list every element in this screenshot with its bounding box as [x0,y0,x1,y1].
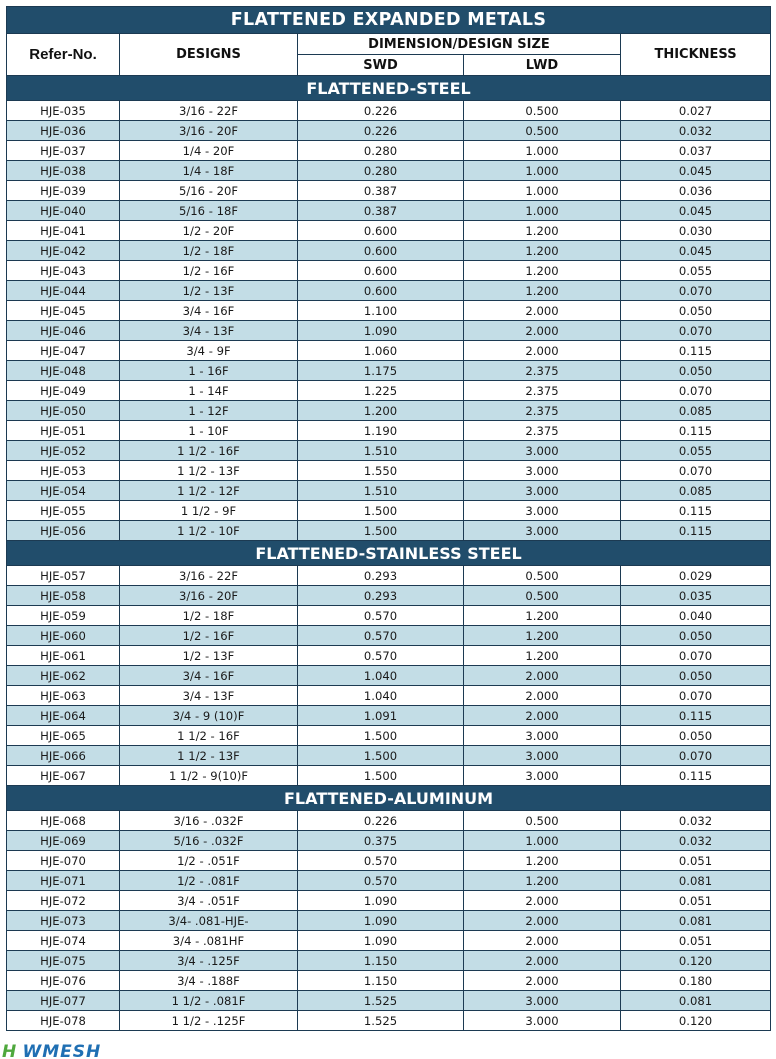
cell-refer-no: HJE-043 [7,261,120,281]
cell-refer-no: HJE-039 [7,181,120,201]
cell-design: 3/16 - 22F [120,566,298,586]
cell-thickness: 0.030 [621,221,771,241]
cell-refer-no: HJE-070 [7,851,120,871]
cell-refer-no: HJE-062 [7,666,120,686]
table-row [7,891,771,911]
cell-design: 3/16 - 22F [120,101,298,121]
cell-design: 1/2 - 13F [120,646,298,666]
cell-lwd: 1.200 [464,241,621,261]
cell-swd: 1.510 [298,481,464,501]
cell-thickness: 0.081 [621,871,771,891]
cell-lwd: 3.000 [464,991,621,1011]
cell-refer-no: HJE-058 [7,586,120,606]
cell-swd: 0.600 [298,221,464,241]
table-row [7,626,771,646]
cell-swd: 1.175 [298,361,464,381]
cell-design: 3/4 - .051F [120,891,298,911]
table-row [7,686,771,706]
cell-swd: 1.500 [298,746,464,766]
cell-swd: 1.525 [298,991,464,1011]
cell-thickness: 0.115 [621,341,771,361]
cell-thickness: 0.070 [621,321,771,341]
cell-lwd: 3.000 [464,501,621,521]
cell-thickness: 0.115 [621,706,771,726]
cell-swd: 1.500 [298,726,464,746]
table-row [7,321,771,341]
table-row [7,201,771,221]
cell-design: 1/2 - 18F [120,606,298,626]
header-row [7,34,771,55]
cell-refer-no: HJE-050 [7,401,120,421]
cell-lwd: 3.000 [464,746,621,766]
cell-design: 1 1/2 - 9(10)F [120,766,298,786]
cell-design: 3/4 - 13F [120,321,298,341]
cell-swd: 0.387 [298,181,464,201]
cell-thickness: 0.115 [621,766,771,786]
cell-swd: 0.226 [298,811,464,831]
cell-refer-no: HJE-075 [7,951,120,971]
cell-thickness: 0.045 [621,161,771,181]
cell-design: 3/4 - 9 (10)F [120,706,298,726]
cell-refer-no: HJE-066 [7,746,120,766]
cell-design: 1 1/2 - 9F [120,501,298,521]
cell-thickness: 0.120 [621,1011,771,1031]
cell-lwd: 0.500 [464,566,621,586]
table-row [7,606,771,626]
cell-design: 1/4 - 20F [120,141,298,161]
cell-thickness: 0.029 [621,566,771,586]
cell-thickness: 0.115 [621,501,771,521]
cell-lwd: 1.200 [464,221,621,241]
cell-thickness: 0.070 [621,686,771,706]
cell-lwd: 3.000 [464,1011,621,1031]
cell-design: 1/2 - 20F [120,221,298,241]
cell-design: 1 1/2 - 16F [120,441,298,461]
header-thickness: THICKNESS [621,34,771,76]
cell-lwd: 2.000 [464,666,621,686]
cell-design: 3/4 - 16F [120,666,298,686]
cell-swd: 1.090 [298,891,464,911]
cell-design: 5/16 - .032F [120,831,298,851]
cell-lwd: 3.000 [464,461,621,481]
table-row [7,991,771,1011]
table-row [7,121,771,141]
cell-swd: 1.500 [298,501,464,521]
table-row [7,971,771,991]
cell-lwd: 1.200 [464,626,621,646]
cell-thickness: 0.050 [621,726,771,746]
cell-refer-no: HJE-045 [7,301,120,321]
cell-lwd: 1.000 [464,161,621,181]
cell-swd: 1.510 [298,441,464,461]
cell-lwd: 1.000 [464,141,621,161]
table-row [7,586,771,606]
cell-lwd: 2.000 [464,301,621,321]
cell-thickness: 0.085 [621,481,771,501]
cell-thickness: 0.085 [621,401,771,421]
cell-swd: 0.570 [298,626,464,646]
cell-refer-no: HJE-040 [7,201,120,221]
table-row [7,706,771,726]
cell-lwd: 1.000 [464,181,621,201]
cell-swd: 0.600 [298,281,464,301]
cell-swd: 1.190 [298,421,464,441]
cell-refer-no: HJE-059 [7,606,120,626]
table-row [7,281,771,301]
cell-lwd: 2.000 [464,706,621,726]
cell-design: 3/4 - 9F [120,341,298,361]
table-row [7,666,771,686]
cell-thickness: 0.055 [621,261,771,281]
cell-thickness: 0.055 [621,441,771,461]
cell-design: 1 1/2 - 10F [120,521,298,541]
cell-swd: 1.550 [298,461,464,481]
cell-design: 1/2 - .081F [120,871,298,891]
cell-thickness: 0.050 [621,626,771,646]
cell-design: 1 1/2 - 12F [120,481,298,501]
cell-refer-no: HJE-036 [7,121,120,141]
cell-thickness: 0.070 [621,646,771,666]
cell-design: 1 - 12F [120,401,298,421]
table-row [7,831,771,851]
cell-lwd: 1.000 [464,201,621,221]
cell-swd: 0.280 [298,161,464,181]
cell-lwd: 2.000 [464,971,621,991]
company-logo: H WMESH [2,1042,102,1059]
cell-swd: 1.040 [298,686,464,706]
cell-swd: 0.570 [298,871,464,891]
table-row [7,141,771,161]
cell-swd: 1.090 [298,911,464,931]
section-header-row [7,76,771,101]
section-title: FLATTENED-STEEL [7,76,771,101]
header-dimension: DIMENSION/DESIGN SIZE [298,34,621,55]
cell-refer-no: HJE-061 [7,646,120,666]
cell-lwd: 2.375 [464,421,621,441]
cell-refer-no: HJE-044 [7,281,120,301]
section-title: FLATTENED-STAINLESS STEEL [7,541,771,566]
cell-thickness: 0.035 [621,586,771,606]
spec-sheet [6,6,770,1031]
cell-refer-no: HJE-063 [7,686,120,706]
cell-lwd: 2.000 [464,911,621,931]
cell-swd: 1.525 [298,1011,464,1031]
cell-lwd: 1.200 [464,281,621,301]
cell-design: 1/2 - 13F [120,281,298,301]
cell-thickness: 0.051 [621,851,771,871]
cell-lwd: 1.000 [464,831,621,851]
cell-refer-no: HJE-067 [7,766,120,786]
table-row [7,361,771,381]
cell-lwd: 2.000 [464,321,621,341]
cell-thickness: 0.051 [621,891,771,911]
table-row [7,381,771,401]
cell-thickness: 0.050 [621,301,771,321]
cell-lwd: 2.000 [464,951,621,971]
cell-refer-no: HJE-053 [7,461,120,481]
cell-lwd: 1.200 [464,851,621,871]
cell-design: 3/4 - .125F [120,951,298,971]
cell-refer-no: HJE-051 [7,421,120,441]
cell-thickness: 0.032 [621,811,771,831]
section-header-row [7,541,771,566]
cell-design: 1/2 - 18F [120,241,298,261]
cell-lwd: 0.500 [464,811,621,831]
cell-refer-no: HJE-069 [7,831,120,851]
cell-swd: 0.600 [298,241,464,261]
cell-swd: 0.226 [298,121,464,141]
cell-design: 3/4- .081-HJE- [120,911,298,931]
cell-swd: 1.150 [298,951,464,971]
cell-refer-no: HJE-068 [7,811,120,831]
footer-tagline [160,1044,164,1058]
cell-swd: 1.090 [298,931,464,951]
table-row [7,851,771,871]
table-row [7,521,771,541]
cell-swd: 0.226 [298,101,464,121]
cell-swd: 1.060 [298,341,464,361]
cell-lwd: 1.200 [464,871,621,891]
cell-refer-no: HJE-049 [7,381,120,401]
header-swd: SWD [298,55,464,76]
cell-swd: 1.200 [298,401,464,421]
cell-thickness: 0.070 [621,281,771,301]
cell-design: 5/16 - 18F [120,201,298,221]
cell-design: 1 1/2 - 13F [120,461,298,481]
table-row [7,401,771,421]
table-row [7,481,771,501]
cell-swd: 0.293 [298,566,464,586]
cell-thickness: 0.115 [621,421,771,441]
cell-lwd: 0.500 [464,101,621,121]
cell-lwd: 2.375 [464,361,621,381]
cell-refer-no: HJE-057 [7,566,120,586]
cell-design: 1 1/2 - .125F [120,1011,298,1031]
header-refer-no: Refer-No. [7,34,120,76]
cell-lwd: 2.375 [464,381,621,401]
cell-thickness: 0.045 [621,241,771,261]
table-row [7,931,771,951]
cell-refer-no: HJE-065 [7,726,120,746]
cell-design: 3/4 - 13F [120,686,298,706]
cell-lwd: 3.000 [464,726,621,746]
cell-refer-no: HJE-064 [7,706,120,726]
cell-thickness: 0.027 [621,101,771,121]
footer [0,1042,776,1059]
table-row [7,766,771,786]
cell-design: 3/16 - 20F [120,586,298,606]
cell-design: 1/2 - .051F [120,851,298,871]
cell-swd: 1.100 [298,301,464,321]
cell-design: 1 - 14F [120,381,298,401]
table-row [7,181,771,201]
cell-design: 1 - 10F [120,421,298,441]
table-row [7,221,771,241]
cell-thickness: 0.036 [621,181,771,201]
cell-refer-no: HJE-056 [7,521,120,541]
cell-lwd: 3.000 [464,766,621,786]
cell-refer-no: HJE-071 [7,871,120,891]
cell-thickness: 0.070 [621,746,771,766]
cell-design: 3/4 - .081HF [120,931,298,951]
cell-swd: 0.293 [298,586,464,606]
cell-thickness: 0.045 [621,201,771,221]
cell-design: 5/16 - 20F [120,181,298,201]
cell-design: 1 1/2 - .081F [120,991,298,1011]
cell-design: 1/4 - 18F [120,161,298,181]
cell-lwd: 0.500 [464,586,621,606]
cell-thickness: 0.040 [621,606,771,626]
cell-thickness: 0.115 [621,521,771,541]
expanded-metals-table [6,6,771,1031]
cell-thickness: 0.180 [621,971,771,991]
cell-refer-no: HJE-074 [7,931,120,951]
cell-lwd: 0.500 [464,121,621,141]
cell-refer-no: HJE-046 [7,321,120,341]
cell-design: 1/2 - 16F [120,261,298,281]
table-row [7,161,771,181]
table-row [7,811,771,831]
cell-lwd: 3.000 [464,521,621,541]
table-row [7,1011,771,1031]
cell-design: 3/16 - .032F [120,811,298,831]
cell-swd: 1.225 [298,381,464,401]
cell-lwd: 1.200 [464,261,621,281]
cell-design: 1 1/2 - 16F [120,726,298,746]
cell-lwd: 2.000 [464,891,621,911]
table-row [7,566,771,586]
cell-refer-no: HJE-042 [7,241,120,261]
table-title-row [7,7,771,34]
cell-lwd: 1.200 [464,646,621,666]
header-designs: DESIGNS [120,34,298,76]
cell-swd: 0.570 [298,851,464,871]
cell-thickness: 0.037 [621,141,771,161]
table-row [7,241,771,261]
cell-swd: 0.570 [298,646,464,666]
cell-thickness: 0.032 [621,121,771,141]
header-lwd: LWD [464,55,621,76]
cell-lwd: 2.375 [464,401,621,421]
cell-swd: 1.150 [298,971,464,991]
cell-swd: 1.040 [298,666,464,686]
cell-swd: 1.500 [298,766,464,786]
cell-thickness: 0.032 [621,831,771,851]
table-row [7,301,771,321]
cell-refer-no: HJE-078 [7,1011,120,1031]
cell-refer-no: HJE-052 [7,441,120,461]
cell-lwd: 2.000 [464,341,621,361]
cell-lwd: 2.000 [464,931,621,951]
cell-swd: 0.570 [298,606,464,626]
table-row [7,501,771,521]
cell-lwd: 3.000 [464,481,621,501]
cell-refer-no: HJE-073 [7,911,120,931]
table-row [7,441,771,461]
cell-thickness: 0.120 [621,951,771,971]
cell-design: 1/2 - 16F [120,626,298,646]
cell-refer-no: HJE-047 [7,341,120,361]
cell-design: 1 - 16F [120,361,298,381]
cell-design: 1 1/2 - 13F [120,746,298,766]
cell-thickness: 0.070 [621,381,771,401]
cell-refer-no: HJE-054 [7,481,120,501]
cell-lwd: 3.000 [464,441,621,461]
table-row [7,101,771,121]
table-row [7,421,771,441]
table-row [7,726,771,746]
cell-thickness: 0.050 [621,666,771,686]
cell-swd: 0.375 [298,831,464,851]
cell-thickness: 0.081 [621,991,771,1011]
cell-thickness: 0.070 [621,461,771,481]
cell-refer-no: HJE-037 [7,141,120,161]
section-header-row [7,786,771,811]
cell-refer-no: HJE-077 [7,991,120,1011]
table-row [7,646,771,666]
cell-swd: 1.091 [298,706,464,726]
table-row [7,746,771,766]
cell-refer-no: HJE-055 [7,501,120,521]
cell-refer-no: HJE-076 [7,971,120,991]
cell-refer-no: HJE-072 [7,891,120,911]
cell-design: 3/16 - 20F [120,121,298,141]
cell-thickness: 0.051 [621,931,771,951]
cell-swd: 0.280 [298,141,464,161]
cell-refer-no: HJE-048 [7,361,120,381]
cell-thickness: 0.050 [621,361,771,381]
cell-refer-no: HJE-041 [7,221,120,241]
cell-refer-no: HJE-038 [7,161,120,181]
cell-design: 3/4 - 16F [120,301,298,321]
table-row [7,461,771,481]
cell-swd: 1.090 [298,321,464,341]
table-row [7,911,771,931]
cell-thickness: 0.081 [621,911,771,931]
cell-lwd: 2.000 [464,686,621,706]
table-row [7,341,771,361]
table-title: FLATTENED EXPANDED METALS [7,7,771,34]
table-row [7,951,771,971]
cell-swd: 0.387 [298,201,464,221]
section-title: FLATTENED-ALUMINUM [7,786,771,811]
table-row [7,261,771,281]
cell-refer-no: HJE-060 [7,626,120,646]
cell-swd: 0.600 [298,261,464,281]
cell-swd: 1.500 [298,521,464,541]
cell-design: 3/4 - .188F [120,971,298,991]
table-row [7,871,771,891]
cell-refer-no: HJE-035 [7,101,120,121]
cell-lwd: 1.200 [464,606,621,626]
